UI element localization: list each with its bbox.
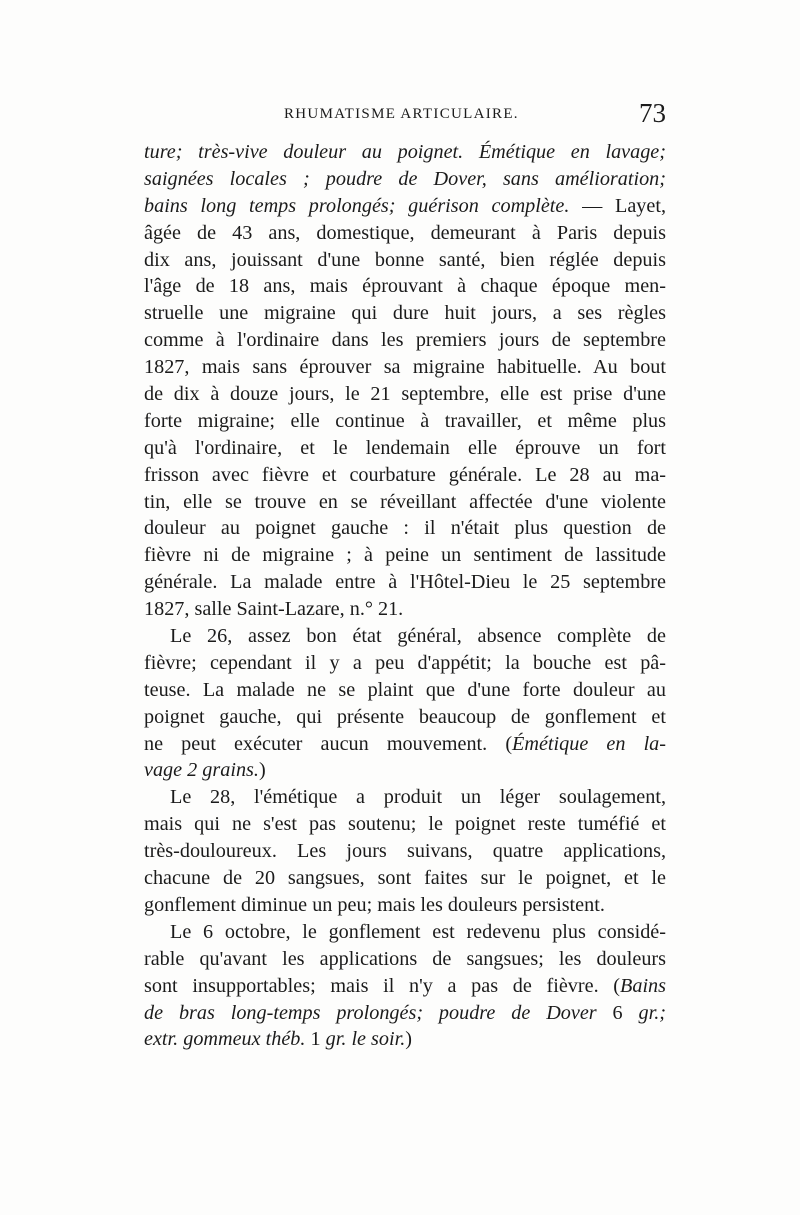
text-line bbox=[144, 757, 666, 784]
text-segment: très-douloureux. Les jours suivans, quatre applications, bbox=[144, 840, 666, 863]
text-segment: générale. La malade entre à l'Hôtel-Dieu le 25 septembre bbox=[144, 571, 666, 594]
text-line bbox=[144, 919, 666, 946]
italic-text-segment: gr. le soir. bbox=[325, 1028, 406, 1051]
text-segment: âgée de 43 ans, domestique, demeurant à Paris depuis bbox=[144, 221, 666, 244]
text-line bbox=[144, 247, 666, 274]
text-line bbox=[144, 300, 666, 327]
text-segment: Le 28, l'émétique a produit un léger soulagement, bbox=[170, 786, 666, 809]
text-segment: poignet gauche, qui présente beaucoup de gonflement et bbox=[144, 705, 666, 728]
text-segment: 6 bbox=[596, 1001, 639, 1024]
text-line bbox=[144, 838, 666, 865]
italic-text-segment: gr.; bbox=[638, 1001, 666, 1024]
text-segment: dix ans, jouissant d'une bonne santé, bien réglée depuis bbox=[144, 248, 666, 271]
text-segment: Le 6 octobre, le gonflement est redevenu plus considé- bbox=[170, 920, 666, 943]
text-segment: ne peut exécuter aucun mouvement. ( bbox=[144, 732, 513, 755]
text-segment: fièvre ni de migraine ; à peine un sentiment de lassitude bbox=[144, 544, 666, 567]
running-title: RHUMATISME ARTICULAIRE. bbox=[284, 106, 519, 122]
text-line bbox=[144, 273, 666, 300]
italic-text-segment: bains long temps prolongés; guérison complète. bbox=[144, 194, 570, 217]
text-line bbox=[144, 650, 666, 677]
text-line bbox=[144, 973, 666, 1000]
text-segment: rable qu'avant les applications de sangsues; les douleurs bbox=[144, 947, 666, 970]
text-line bbox=[144, 166, 666, 193]
text-segment: struelle une migraine qui dure huit jours, a ses règles bbox=[144, 302, 666, 325]
italic-text-segment: de bras long-temps prolongés; poudre de Dover bbox=[144, 1001, 597, 1024]
text-segment: mais qui ne s'est pas soutenu; le poignet reste tuméfié et bbox=[144, 813, 666, 836]
text-segment: tin, elle se trouve en se réveillant affectée d'une violente bbox=[144, 490, 666, 513]
text-segment: de dix à douze jours, le 21 septembre, elle est prise d'une bbox=[144, 383, 666, 406]
text-segment: gonflement diminue un peu; mais les douleurs persistent. bbox=[144, 893, 605, 916]
italic-text-segment: Bains bbox=[620, 974, 666, 997]
text-line bbox=[144, 435, 666, 462]
text-line bbox=[144, 569, 666, 596]
text-line bbox=[144, 139, 666, 166]
text-line bbox=[144, 704, 666, 731]
text-line bbox=[144, 193, 666, 220]
text-line bbox=[144, 408, 666, 435]
text-line bbox=[144, 677, 666, 704]
text-segment: chacune de 20 sangsues, sont faites sur le poignet, et le bbox=[144, 867, 666, 890]
text-segment: ) bbox=[405, 1028, 413, 1051]
text-line bbox=[144, 1026, 666, 1053]
text-line bbox=[144, 731, 666, 758]
text-segment: fièvre; cependant il y a peu d'appétit; la bouche est pâ- bbox=[144, 651, 666, 674]
text-segment: douleur au poignet gauche : il n'était plus question de bbox=[144, 517, 666, 540]
text-segment: ) bbox=[258, 759, 266, 782]
text-segment: — Layet, bbox=[569, 194, 666, 217]
text-segment: comme à l'ordinaire dans les premiers jours de septembre bbox=[144, 329, 666, 352]
italic-text-segment: saignées locales ; poudre de Dover, sans amélioration; bbox=[144, 167, 666, 190]
text-segment: 1 bbox=[305, 1028, 326, 1051]
text-segment: 1827, mais sans éprouver sa migraine habituelle. Au bout bbox=[144, 356, 666, 379]
italic-text-segment: ture; très-vive douleur au poignet. Émétique en lavage; bbox=[144, 141, 666, 163]
italic-text-segment: extr. gommeux théb. bbox=[144, 1028, 306, 1051]
italic-text-segment: vage 2 grains. bbox=[144, 759, 259, 782]
text-line bbox=[144, 542, 666, 569]
text-segment: l'âge de 18 ans, mais éprouvant à chaque époque men- bbox=[144, 275, 666, 298]
text-line bbox=[144, 596, 666, 623]
text-line bbox=[144, 1000, 666, 1027]
text-line bbox=[144, 784, 666, 811]
text-segment: Le 26, assez bon état général, absence complète de bbox=[170, 625, 666, 648]
text-line bbox=[144, 865, 666, 892]
text-line bbox=[144, 946, 666, 973]
text-segment: 1827, salle Saint-Lazare, n.° 21. bbox=[144, 598, 404, 621]
running-head bbox=[144, 98, 666, 134]
text-segment: qu'à l'ordinaire, et le lendemain elle éprouve un fort bbox=[144, 436, 666, 459]
text-segment: teuse. La malade ne se plaint que d'une forte douleur au bbox=[144, 678, 666, 701]
text-line bbox=[144, 381, 666, 408]
text-line bbox=[144, 515, 666, 542]
text-line bbox=[144, 220, 666, 247]
text-line bbox=[144, 489, 666, 516]
text-line bbox=[144, 623, 666, 650]
text-line bbox=[144, 462, 666, 489]
text-line bbox=[144, 327, 666, 354]
text-line bbox=[144, 892, 666, 919]
body-text bbox=[144, 139, 666, 1053]
text-line bbox=[144, 811, 666, 838]
text-line bbox=[144, 354, 666, 381]
italic-text-segment: Émétique en la- bbox=[512, 732, 666, 755]
text-segment: forte migraine; elle continue à travailler, et même plus bbox=[144, 409, 666, 432]
text-segment: sont insupportables; mais il n'y a pas de fièvre. ( bbox=[144, 974, 621, 997]
page-number: 73 bbox=[639, 98, 666, 128]
text-segment: frisson avec fièvre et courbature générale. Le 28 au ma- bbox=[144, 463, 666, 486]
